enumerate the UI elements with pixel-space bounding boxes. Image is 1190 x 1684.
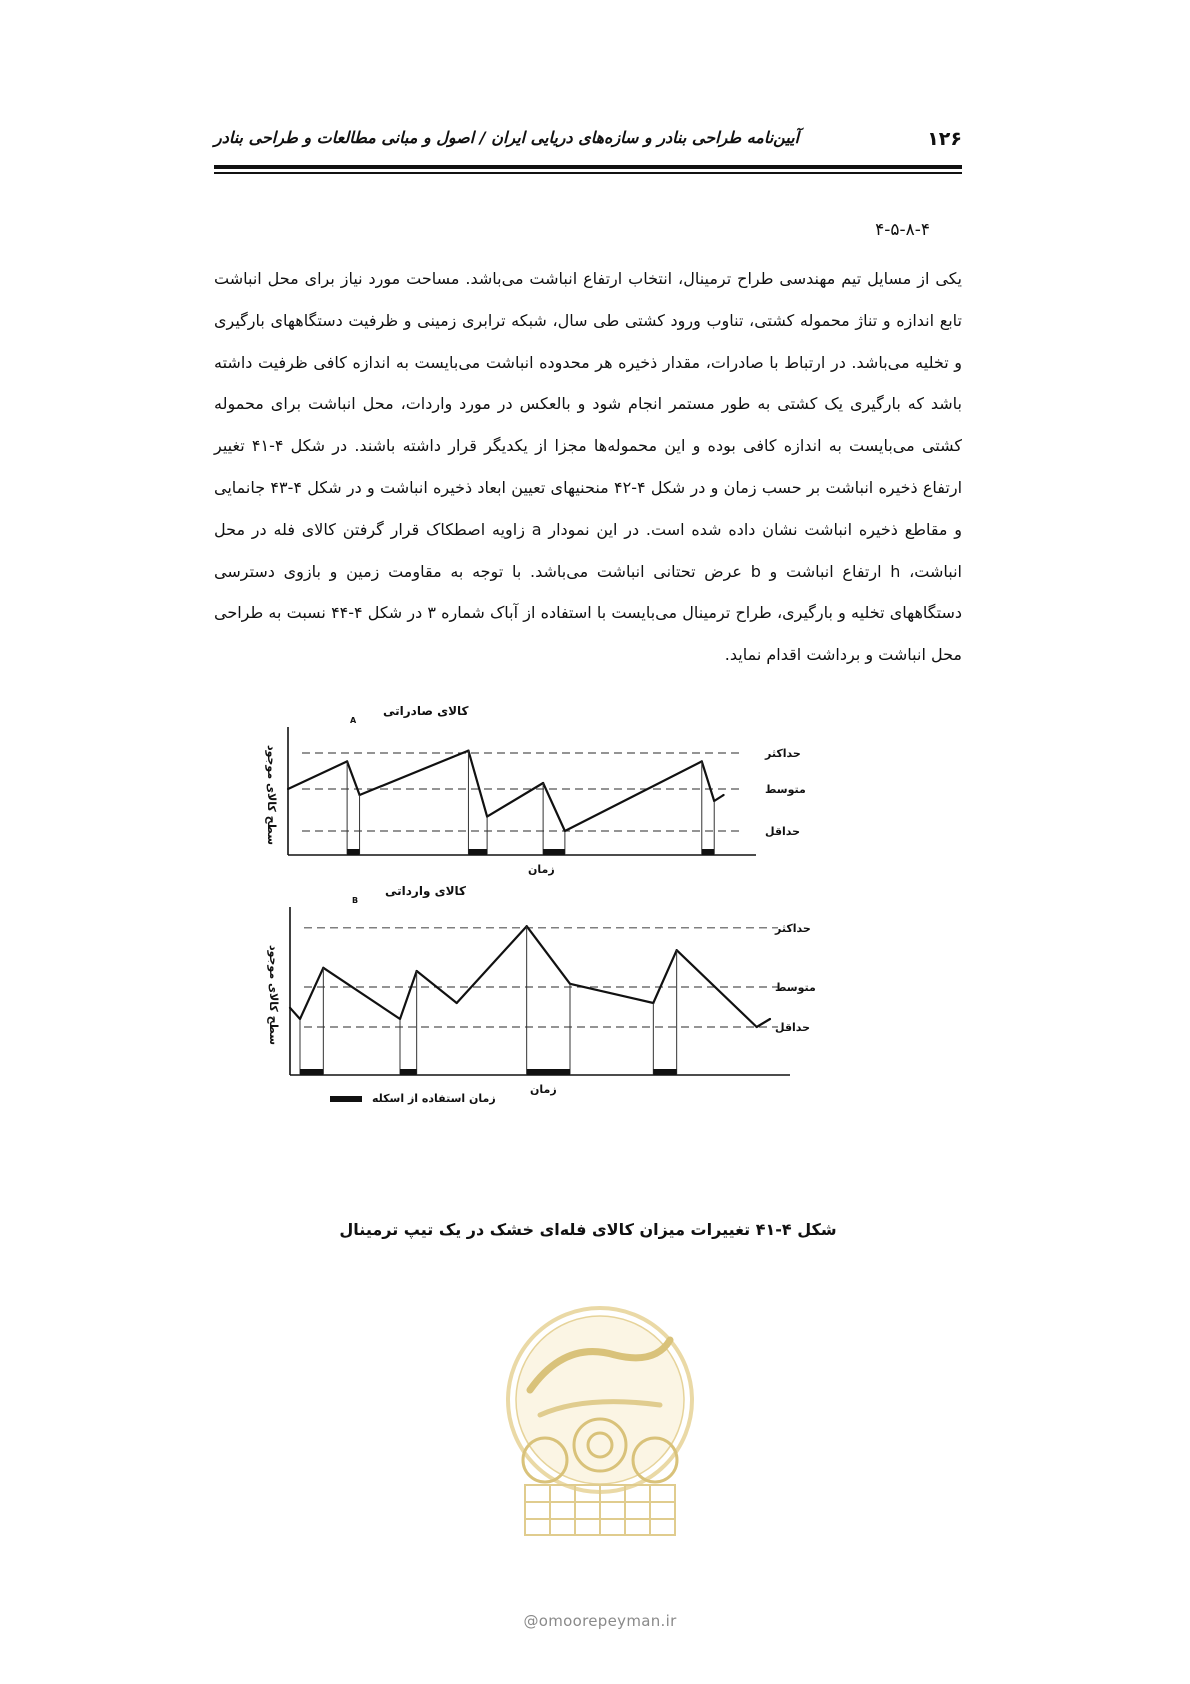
body-paragraph: یکی از مسایل تیم مهندسی طراح ترمینال، انتخاب ارتفاع انباشت می‌باشد. مساحت مورد نیاز برای محل انباشت تابع اندازه و تناژ محموله کشتی، تناوب ورود کشتی طی سال، شبکه ترابری زمینی و ظرفیت دستگاههای بارگیری و تخلیه می‌باشد. در ارتباط با صادرات، مقدار ذخیره هر محدوده انباشت می‌بایست به اندازه کافی ظرفیت داشته باشد که بارگیری یک کشتی به طور مستمر انجام شود و بالعکس در مورد واردات، محل انباشت برای محموله کشتی می‌بایست به اندازه کافی بوده و این محموله‌ها مجزا از یکدیگر قرار داشته باشند. در شکل ۴-۴۱ تغییر ارتفاع ذخیره انباشت بر حسب زمان و در شکل ۴-۴۲ منحنیهای تعیین ابعاد ذخیره انباشت و در شکل ۴-۴۳ جانمایی و مقاطع ذخیره انباشت نشان داده شده است. در این نمودار a زاویه اصطکاک قرار گرفتن کالای فله در محل انباشت، h ارتفاع انباشت و b عرض تحتانی انباشت می‌باشد. با توجه به مقاومت زمین و بازوی دسترسی دستگاههای تخلیه و بارگیری، طراح ترمینال می‌بایست با استفاده از آباک شماره ۳ در شکل ۴-۴۴ نسبت به طراحی محل انباشت و برداشت اقدام نماید. xyxy=(214,269,963,665)
berth-bar-1-3 xyxy=(653,1069,676,1075)
running-title: آیین‌نامه طراحی بنادر و سازه‌های دریایی ایران / اصول و مبانی مطالعات و طراحی بنادر xyxy=(214,128,800,147)
series-point-1-10 xyxy=(756,1026,758,1028)
seal-logo-icon xyxy=(485,1300,715,1610)
series-point-0-0 xyxy=(287,788,289,790)
panel-letter-1: B xyxy=(352,896,359,905)
section-number: ۴-۵-۸-۴ xyxy=(875,220,930,240)
header-rule-thin xyxy=(214,172,962,174)
berth-bar-1-0 xyxy=(300,1069,323,1075)
legend-swatch xyxy=(330,1096,362,1102)
berth-bar-1-1 xyxy=(400,1069,417,1075)
figure-svg xyxy=(250,704,910,1215)
figure-caption: شکل ۴-۴۱ تغییرات میزان کالای فله‌ای خشک در یک تیپ ترمینال xyxy=(339,1220,837,1239)
level-label-1-0: حداکثر xyxy=(775,921,811,935)
panel-title-1: کالای وارداتی xyxy=(385,884,466,898)
series-line-1 xyxy=(290,926,770,1027)
panel-title-0: کالای صادراتی xyxy=(383,704,469,718)
omoore-peyman-seal-watermark xyxy=(485,1300,715,1610)
berth-bar-1-2 xyxy=(527,1069,570,1075)
panel-letter-0: A xyxy=(350,716,357,725)
y-axis-label-1: سطح کالای موجود xyxy=(267,944,280,1046)
page-number: ۱۲۶ xyxy=(927,128,962,150)
x-axis-label-0: زمان xyxy=(528,863,555,876)
x-axis-label-1: زمان xyxy=(530,1083,557,1096)
series-point-1-0 xyxy=(289,1007,291,1009)
level-label-0-0: حداکثر xyxy=(765,747,801,760)
website-watermark xyxy=(460,1612,740,1630)
series-point-1-5 xyxy=(456,1002,458,1004)
level-label-1-2: حداقل xyxy=(775,1021,811,1034)
berth-bar-0-1 xyxy=(468,849,487,855)
series-line-0 xyxy=(288,751,724,831)
berth-bar-0-0 xyxy=(347,849,359,855)
header-rule-thick xyxy=(214,165,962,169)
series-point-1-11 xyxy=(769,1018,771,1020)
level-label-0-2: حداقل xyxy=(765,825,801,838)
figure-stockpile-levels xyxy=(250,704,910,1215)
berth-bar-0-2 xyxy=(543,849,565,855)
level-label-1-1: متوسط xyxy=(775,981,816,994)
series-point-0-9 xyxy=(722,794,724,796)
y-axis-label-0: سطح کالای موجود xyxy=(265,744,278,846)
at-sign-icon: @ xyxy=(523,1612,539,1630)
website-text: omoorepeyman.ir xyxy=(538,1612,677,1630)
level-label-0-1: متوسط xyxy=(765,783,806,796)
legend-label: زمان استفاده از اسکله xyxy=(372,1092,496,1105)
page-header xyxy=(214,128,962,168)
berth-bar-0-3 xyxy=(702,849,714,855)
